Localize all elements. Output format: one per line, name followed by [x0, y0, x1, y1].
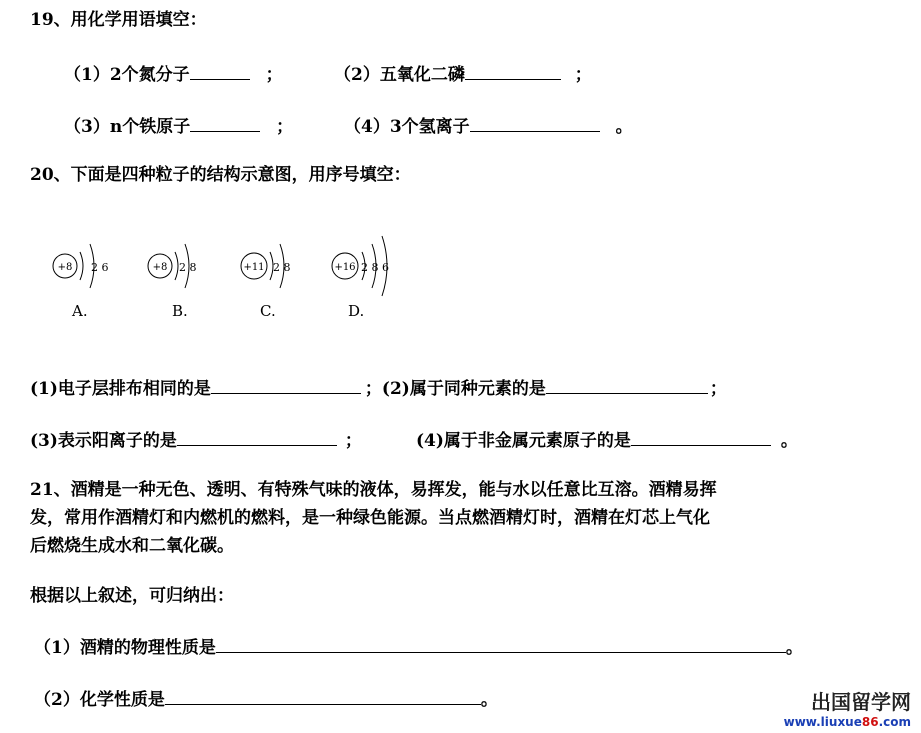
atom-c-shells: 2 8 — [273, 261, 291, 274]
q20-item1-label: (1)电子层排布相同的是 — [30, 379, 211, 399]
q21-item2-label: （2）化学性质是 — [34, 690, 165, 710]
q21-end2: 。 — [480, 690, 498, 710]
atom-b-shells: 2 8 — [179, 261, 197, 274]
q20-item4-label: (4)属于非金属元素原子的是 — [416, 431, 631, 451]
q19-row1b — [334, 61, 592, 87]
atom-structure-diagrams — [40, 228, 420, 328]
q21-item1-label: （1）酒精的物理性质是 — [34, 638, 216, 658]
atom-c-label: C. — [260, 302, 276, 320]
q21-row2 — [34, 686, 498, 712]
q20-row2 — [30, 427, 362, 453]
atom-diagram-d — [332, 236, 389, 320]
q19-sep1: ； — [265, 65, 283, 85]
q19-row1 — [64, 61, 283, 87]
atom-d-label: D. — [348, 302, 365, 320]
q19-item4-label: （4）3个氢离子 — [344, 117, 470, 137]
q19-row2 — [64, 113, 293, 139]
q21-item2-blank[interactable] — [165, 686, 481, 705]
q19-row2b — [344, 113, 633, 139]
q19-item1-label: （1）2个氮分子 — [64, 65, 190, 85]
q19-item3-label: （3）n个铁原子 — [64, 117, 191, 137]
atom-diagram-c — [241, 244, 291, 320]
q19-title: 19、用化学用语填空： — [30, 10, 207, 30]
watermark-url-num: 86 — [861, 715, 879, 729]
q21-summary: 根据以上叙述，可归纳出： — [30, 586, 234, 606]
q19-item3-blank[interactable] — [190, 113, 260, 132]
q21-item1-blank[interactable] — [216, 634, 786, 653]
atom-a-label: A. — [72, 302, 88, 320]
atom-a-shells: 2 6 — [91, 261, 109, 274]
atom-a-nucleus: +8 — [57, 262, 73, 273]
q19-item4-blank[interactable] — [470, 113, 600, 132]
q21-paragraph-line2: 发，常用作酒精灯和内燃机的燃料，是一种绿色能源。当点燃酒精灯时，酒精在灯芯上气化 — [30, 508, 710, 528]
q20-item3-label: (3)表示阳离子的是 — [30, 431, 177, 451]
watermark-cn: 出国留学网 — [811, 690, 911, 714]
q20-title: 20、下面是四种粒子的结构示意图，用序号填空： — [30, 165, 411, 185]
atom-d-shells: 2 8 6 — [361, 261, 389, 274]
q20-item3-blank[interactable] — [177, 427, 337, 446]
q20-sep1: ； — [364, 379, 382, 399]
atom-diagram-a — [53, 244, 109, 320]
atom-b-nucleus: +8 — [152, 262, 168, 273]
q21-paragraph-line3: 后燃烧生成水和二氧化碳。 — [30, 536, 234, 556]
atom-c-nucleus: +11 — [243, 262, 265, 273]
q19-item1-blank[interactable] — [190, 61, 250, 80]
watermark-url-suffix: .com — [878, 715, 911, 729]
q19-item2-blank[interactable] — [465, 61, 561, 80]
q20-sep3: ； — [344, 431, 362, 451]
watermark — [784, 686, 911, 729]
q20-item4-blank[interactable] — [631, 427, 771, 446]
q20-item1-blank[interactable] — [211, 375, 361, 394]
watermark-url-prefix: www.liuxue — [783, 715, 862, 729]
q19-sep2: ； — [574, 65, 592, 85]
atom-b-label: B. — [172, 302, 188, 320]
q20-item2-label: (2)属于同种元素的是 — [381, 379, 546, 399]
q19-sep3: ； — [276, 117, 294, 137]
atom-d-nucleus: +16 — [334, 262, 356, 273]
q19-end: 。 — [615, 117, 633, 137]
q20-row1 — [30, 375, 727, 401]
q20-end: 。 — [780, 431, 798, 451]
q19-item2-label: （2）五氧化二磷 — [334, 65, 465, 85]
q20-row2b — [416, 427, 798, 453]
q21-paragraph-line1: 21、酒精是一种无色、透明、有特殊气味的液体，易挥发，能与水以任意比互溶。酒精易挥 — [30, 480, 717, 500]
q21-row1 — [34, 634, 803, 660]
atom-diagram-b — [148, 244, 197, 320]
q21-end1: 。 — [785, 638, 803, 658]
q20-item2-blank[interactable] — [546, 375, 708, 394]
watermark-url — [784, 715, 911, 729]
q20-sep2: ； — [709, 379, 727, 399]
